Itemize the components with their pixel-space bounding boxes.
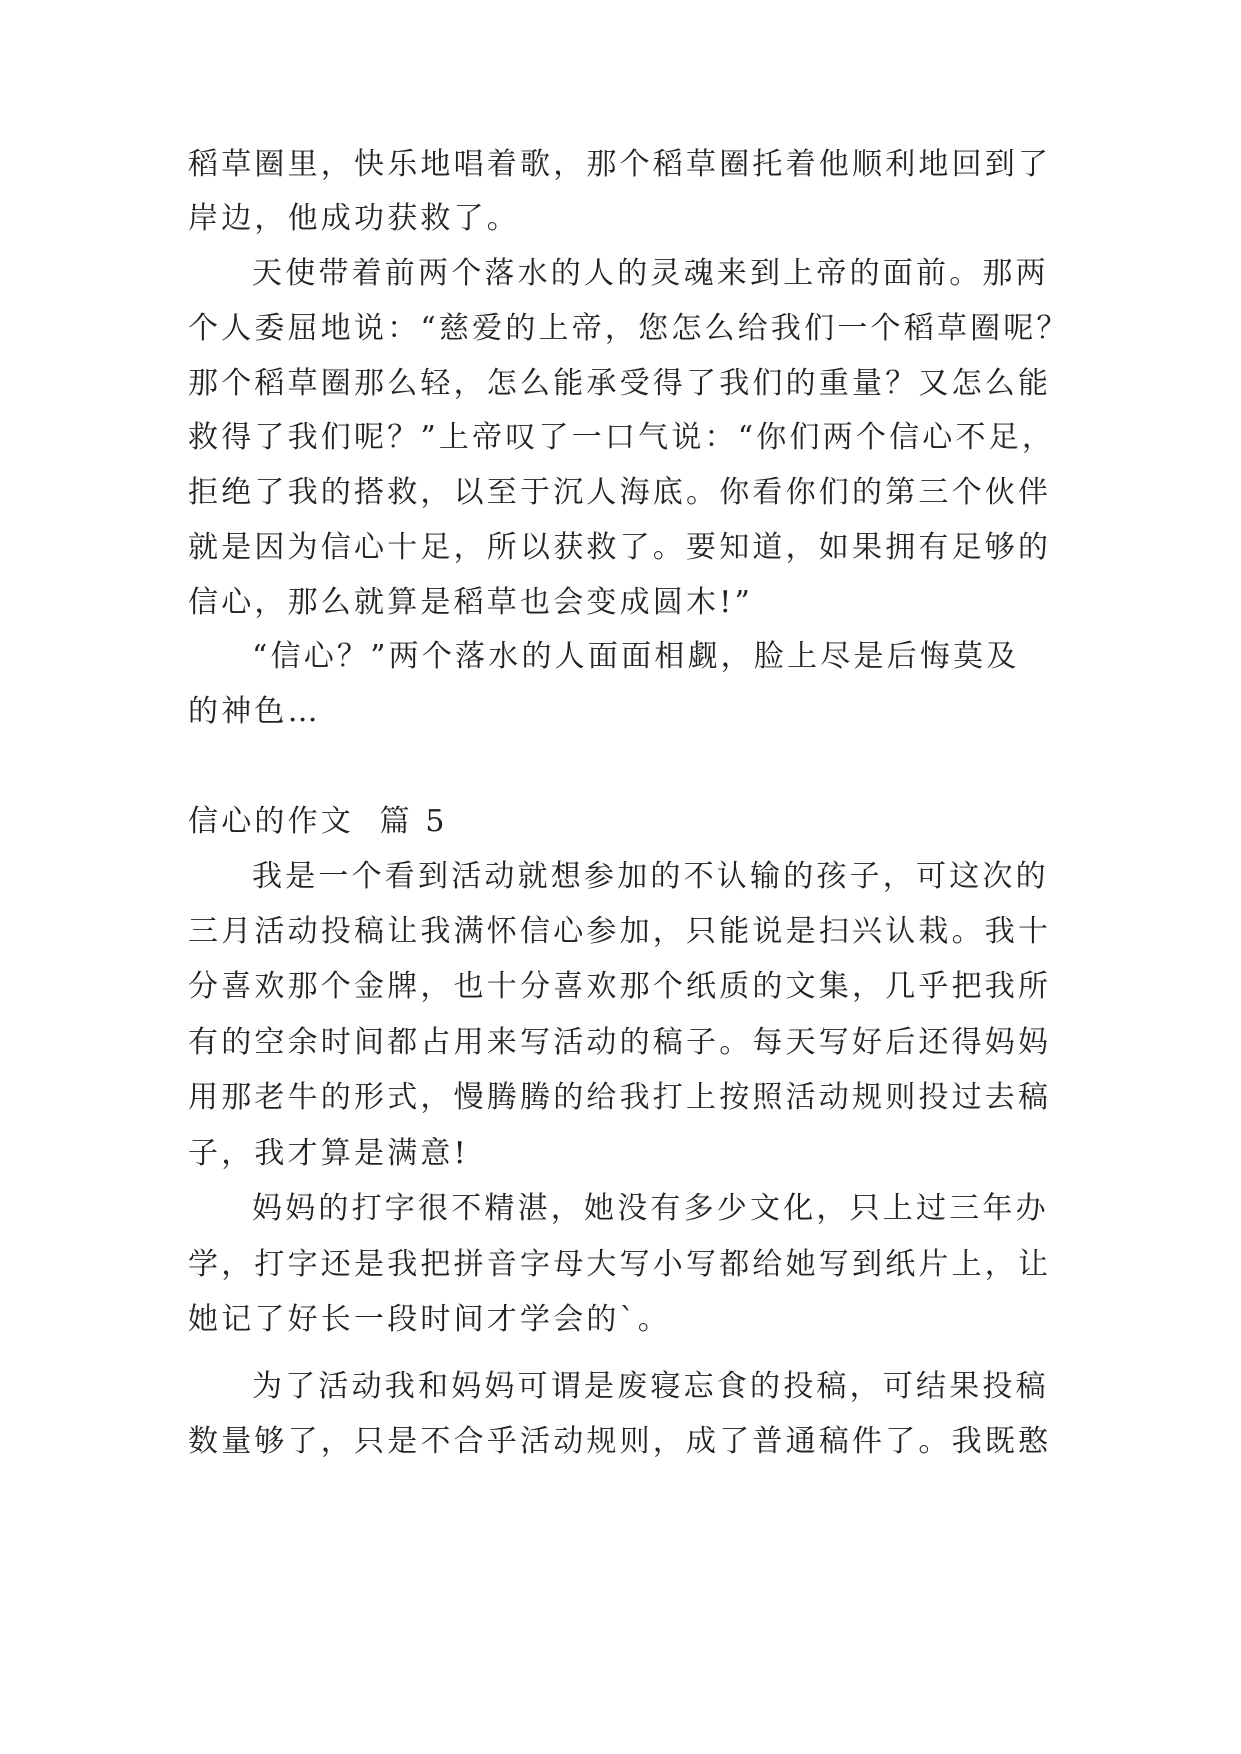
text-line: 三月活动投稿让我满怀信心参加，只能说是扫兴认栽。我十: [188, 914, 1052, 949]
text-line: “信心？”两个落水的人面面相觑，脸上尽是后悔莫及: [252, 639, 1020, 674]
text-line: 学，打字还是我把拼音字母大写小写都给她写到纸片上，让: [188, 1247, 1052, 1282]
text-line: 数量够了，只是不合乎活动规则，成了普通稿件了。我既憨: [188, 1424, 1052, 1459]
text-line: 天使带着前两个落水的人的灵魂来到上帝的面前。那两: [252, 256, 1049, 291]
text-line: 为了活动我和妈妈可谓是废寝忘食的投稿，可结果投稿: [252, 1369, 1049, 1404]
text-line: 个人委屈地说：“慈爱的上帝，您怎么给我们一个稻草圈呢？: [188, 311, 1070, 346]
text-line: 就是因为信心十足，所以获救了。要知道，如果拥有足够的: [188, 530, 1052, 565]
text-line: 分喜欢那个金牌，也十分喜欢那个纸质的文集，几乎把我所: [188, 969, 1052, 1004]
text-line: 子，我才算是满意!: [188, 1136, 469, 1171]
text-line: 稻草圈里，快乐地唱着歌，那个稻草圈托着他顺利地回到了: [188, 147, 1052, 182]
text-line: 信心，那么就算是稻草也会变成圆木!”: [188, 585, 753, 620]
text-line: 用那老牛的形式，慢腾腾的给我打上按照活动规则投过去稿: [188, 1080, 1052, 1115]
text-line: 我是一个看到活动就想参加的不认输的孩子，可这次的: [252, 859, 1049, 894]
text-line: 那个稻草圈那么轻，怎么能承受得了我们的重量？又怎么能: [188, 366, 1052, 401]
text-line: 拒绝了我的搭救，以至于沉人海底。你看你们的第三个伙伴: [188, 475, 1052, 510]
text-line: 妈妈的打字很不精湛，她没有多少文化，只上过三年办: [252, 1191, 1049, 1226]
text-line: 岸边，他成功获救了。: [188, 201, 520, 236]
text-line: 有的空余时间都占用来写活动的稿子。每天写好后还得妈妈: [188, 1025, 1052, 1060]
section-heading: 信心的作文 篇 5: [188, 804, 448, 839]
text-line: 她记了好长一段时间才学会的`。: [188, 1302, 671, 1337]
text-line: 救得了我们呢？”上帝叹了一口气说：“你们两个信心不足，: [188, 420, 1056, 455]
text-line: 的神色…: [188, 694, 321, 729]
